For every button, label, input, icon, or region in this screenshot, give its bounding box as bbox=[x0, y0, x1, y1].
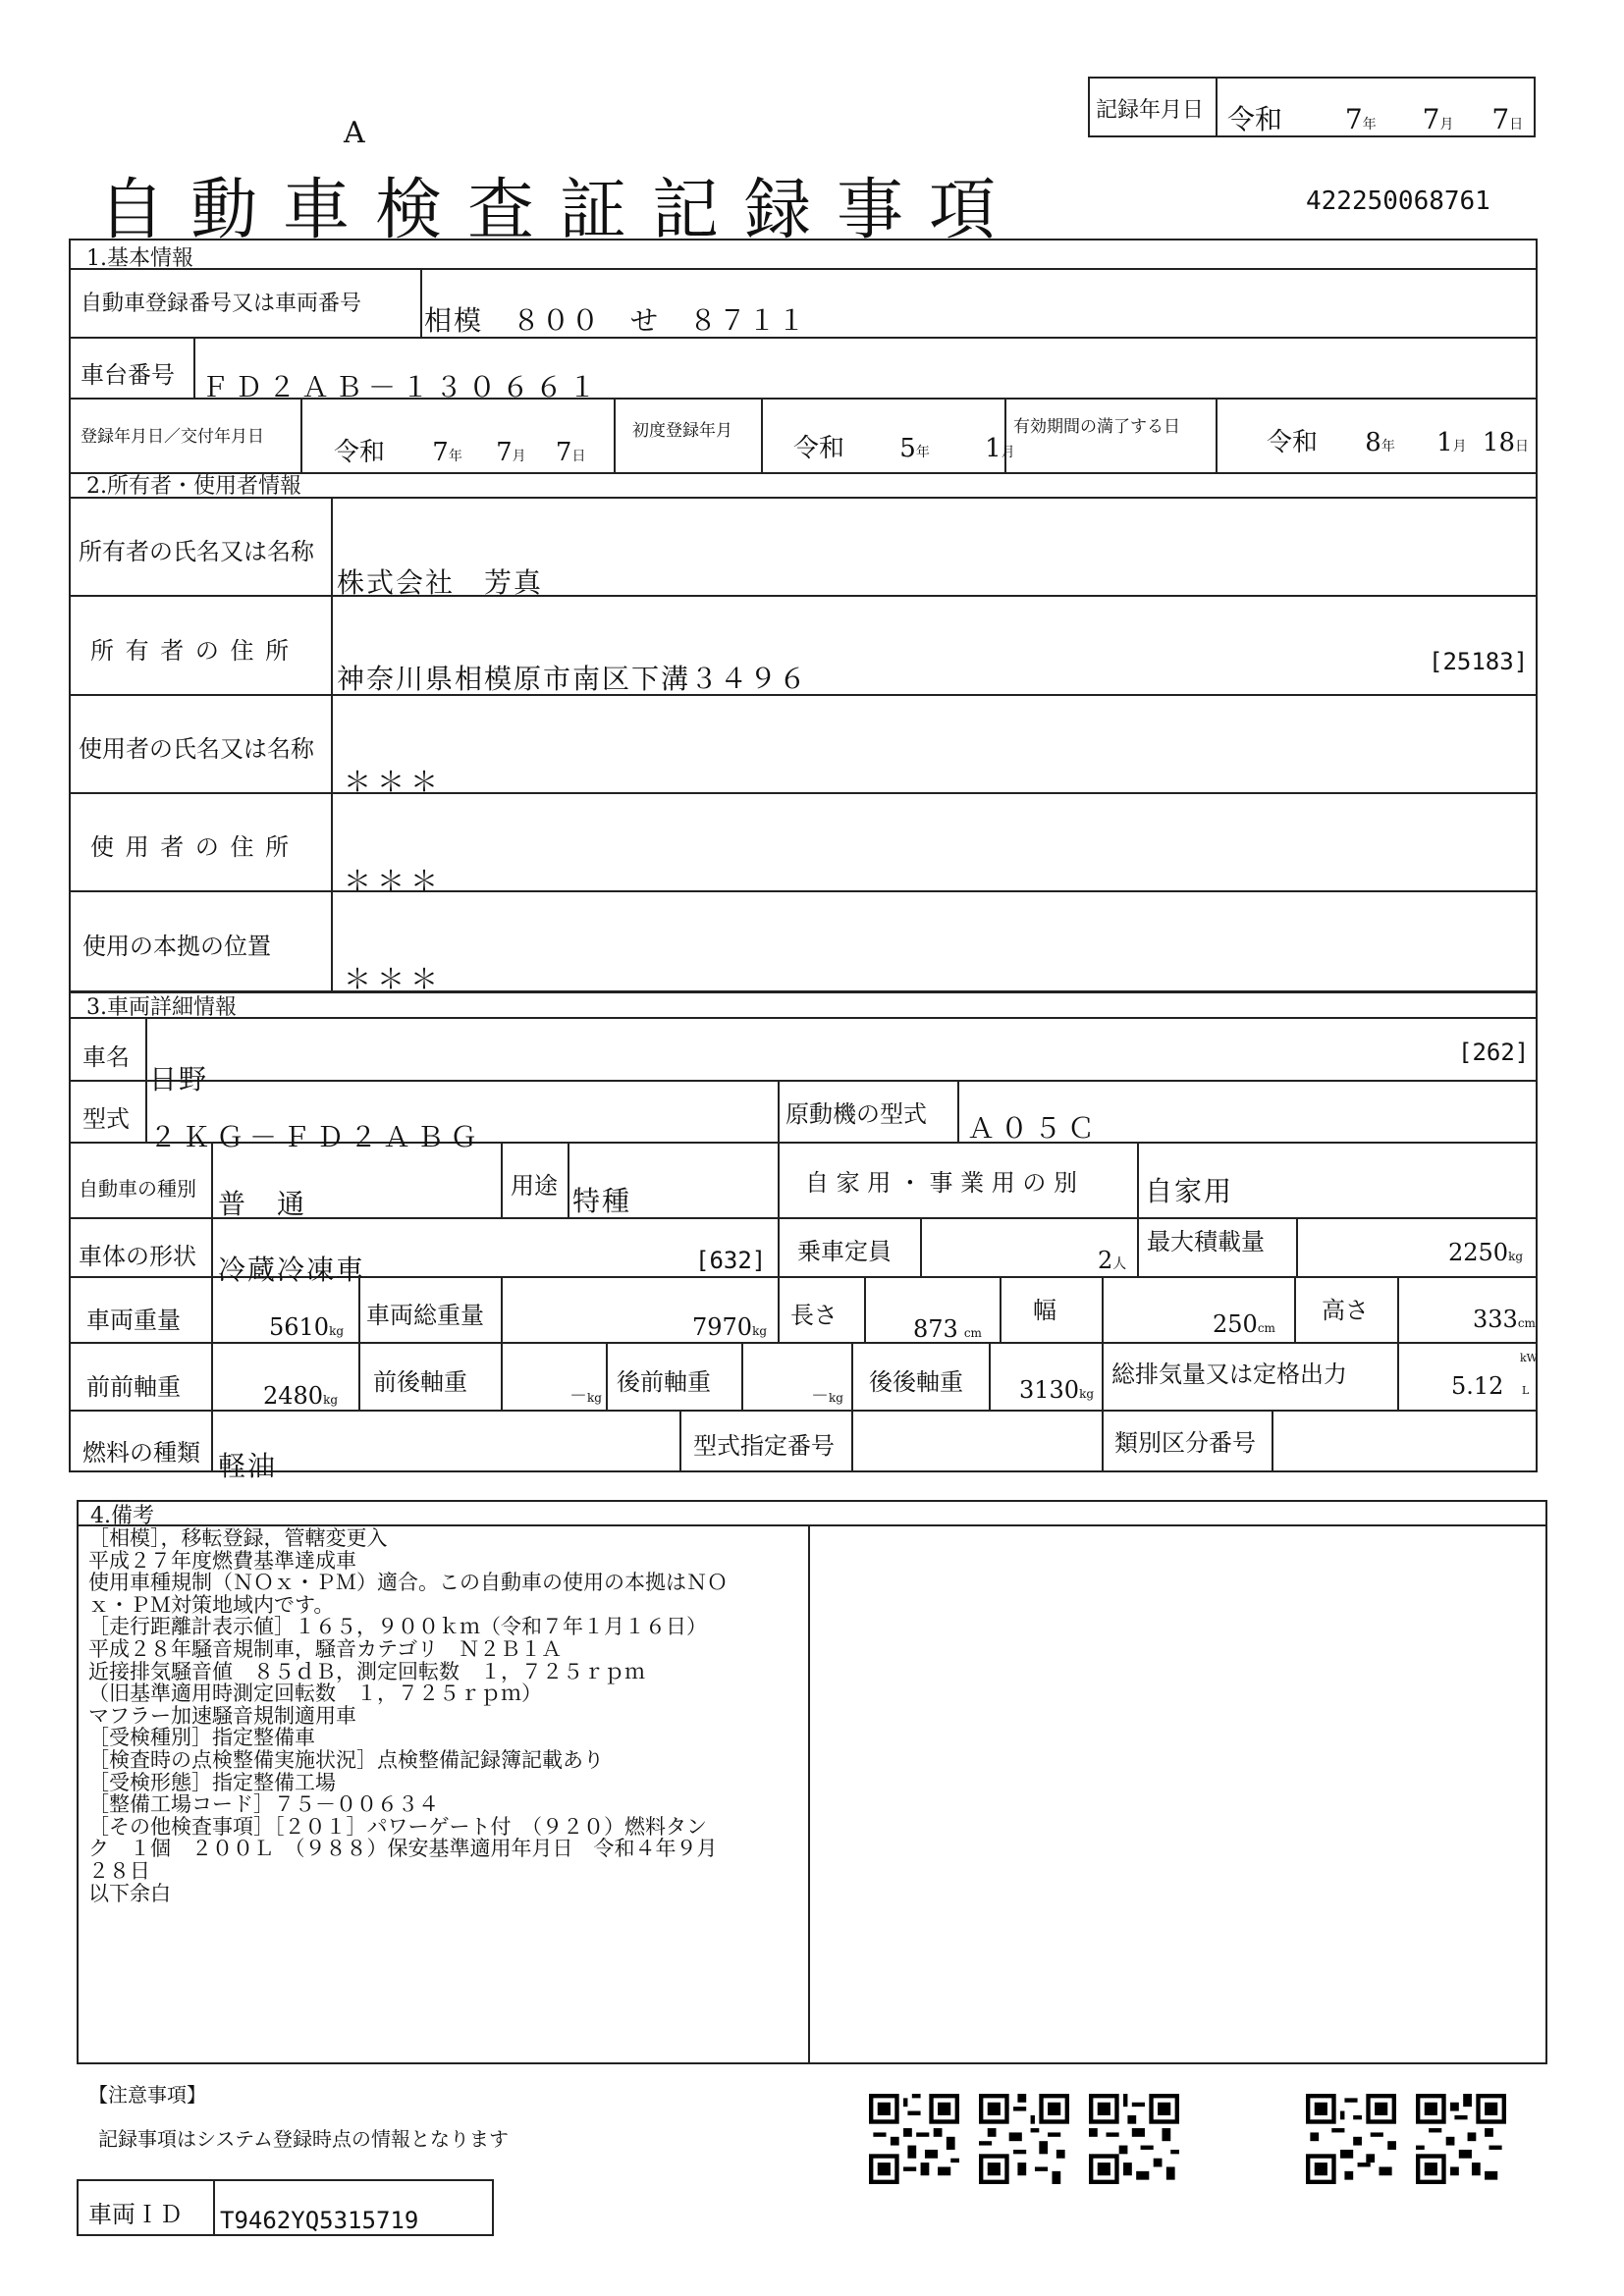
front-front-axle-value: 2480kg bbox=[263, 1382, 339, 1410]
user-address-value: ＊＊＊ bbox=[344, 865, 445, 897]
capacity-label: 乗車定員 bbox=[797, 1238, 892, 1265]
vehicle-weight-value: 5610kg bbox=[269, 1313, 345, 1341]
expiry-value: 令和 8年 1月 18日 bbox=[1267, 428, 1529, 457]
record-date-value: 令和 7年 7月 7日 bbox=[1227, 103, 1524, 135]
front-rear-axle-value: －kg bbox=[569, 1386, 602, 1407]
engine-value: Ａ０５Ｃ bbox=[967, 1112, 1102, 1145]
record-date-label: 記録年月日 bbox=[1096, 98, 1205, 123]
section4-heading: 4.備考 bbox=[90, 1504, 154, 1528]
reg-date-label: 登録年月日／交付年月日 bbox=[81, 427, 264, 447]
displacement-unit-l: L bbox=[1522, 1384, 1530, 1397]
rear-rear-axle-value: 3130kg bbox=[1019, 1376, 1095, 1404]
displacement-unit-kw: kW bbox=[1520, 1352, 1538, 1364]
qr-code-icon bbox=[1089, 2094, 1179, 2184]
user-name-value: ＊＊＊ bbox=[344, 766, 445, 798]
engine-label: 原動機の型式 bbox=[785, 1100, 927, 1128]
vehicle-type-label: 自動車の種別 bbox=[79, 1177, 196, 1201]
fuel-value: 軽油 bbox=[218, 1450, 278, 1482]
model-label: 型式 bbox=[82, 1105, 130, 1133]
capacity-value: 2人 bbox=[1098, 1247, 1127, 1274]
front-front-axle-label: 前前軸重 bbox=[86, 1373, 181, 1401]
chassis-number-value: ＦＤ２ＡＢ－１３０６６１ bbox=[201, 371, 603, 403]
chassis-number-label: 車台番号 bbox=[81, 361, 175, 389]
rear-front-axle-value: －kg bbox=[811, 1386, 843, 1407]
owner-name-label: 所有者の氏名又は名称 bbox=[79, 538, 314, 565]
reg-date-value: 令和 7年 7月 7日 bbox=[334, 438, 586, 467]
owner-address-value: 神奈川県相模原市南区下溝３４９６ bbox=[337, 663, 809, 695]
user-name-label: 使用者の氏名又は名称 bbox=[79, 735, 314, 763]
owner-address-code: [25183] bbox=[1429, 648, 1529, 675]
front-rear-axle-label: 前後軸重 bbox=[373, 1368, 467, 1396]
displacement-value: 5.12 bbox=[1451, 1372, 1504, 1400]
first-reg-label: 初度登録年月 bbox=[632, 421, 732, 441]
vehicle-name-value: 日野 bbox=[149, 1063, 209, 1095]
remarks-text: ［相模］，移転登録，管轄変更入 平成２７年度燃費基準達成車 使用車種規制（ＮＯｘ・ＰＭ）適合。この自動車の使用の本拠はＮＯ ｘ・ＰＭ対策地域内です。 ［走行距離計表示値］１６５，９００ｋｍ（令和７年１月１６日） 平成２８年騒音規制車，騒音カテゴリ Ｎ２Ｂ１Ａ 近接排気騒音値 ８５ｄＢ，測定回転数 １，７２５ｒｐｍ （旧基準適用時測定回転数 １，７２５ｒｐｍ） マフラー加速騒音規制適用車 ［受検種別］指定整備車 ［検査時の点検整備実施状況］点検整備記録簿記載あり ［受検形態］指定整備工場 ［整備工場コード］７５－００６３４ ［その他検査事項］［２０１］パワーゲート付 （９２０）燃料タン ク １個 ２００Ｌ （９８８）保安基準適用年月日 令和４年９月 ２８日 以下余白 bbox=[88, 1526, 728, 1905]
model-value: ２ＫＧ－ＦＤ２ＡＢＧ bbox=[149, 1121, 484, 1153]
width-value: 250cm bbox=[1213, 1310, 1275, 1338]
user-address-label: 使 用 者 の 住 所 bbox=[90, 833, 292, 861]
vehicle-name-label: 車名 bbox=[82, 1043, 130, 1071]
rear-front-axle-label: 後前軸重 bbox=[617, 1368, 711, 1396]
vehicle-id-value: T9462YQ5315719 bbox=[220, 2207, 419, 2234]
use-value: 特種 bbox=[572, 1185, 632, 1217]
qr-code-icon bbox=[1306, 2094, 1396, 2184]
qr-code-icon bbox=[869, 2094, 959, 2184]
body-shape-value: 冷蔵冷凍車 bbox=[218, 1254, 366, 1286]
owner-name-value: 株式会社 芳真 bbox=[337, 566, 544, 599]
section1-heading: 1.基本情報 bbox=[86, 246, 193, 271]
qr-code-icon bbox=[1416, 2094, 1506, 2184]
expiry-label: 有効期間の満了する日 bbox=[1013, 417, 1180, 437]
reg-number-value: 相模 ８００ せ ８７１１ bbox=[424, 304, 808, 337]
base-location-label: 使用の本拠の位置 bbox=[82, 933, 271, 960]
class-number-label: 類別区分番号 bbox=[1114, 1429, 1256, 1457]
displacement-label: 総排気量又は定格出力 bbox=[1111, 1361, 1347, 1388]
width-label: 幅 bbox=[1033, 1297, 1056, 1324]
vehicle-type-value: 普 通 bbox=[218, 1188, 307, 1220]
height-label: 高さ bbox=[1322, 1297, 1369, 1324]
first-reg-value: 令和 5年 1月 bbox=[793, 434, 1015, 463]
rear-rear-axle-label: 後後軸重 bbox=[869, 1368, 963, 1396]
section3-heading: 3.車両詳細情報 bbox=[86, 995, 237, 1020]
section2-heading: 2.所有者・使用者情報 bbox=[86, 474, 301, 499]
page-title: 自動車検査証記録事項 bbox=[98, 172, 1022, 249]
body-shape-code: [632] bbox=[695, 1247, 767, 1274]
vehicle-id-label: 車両ＩＤ bbox=[88, 2201, 183, 2228]
vehicle-name-code: [262] bbox=[1458, 1039, 1530, 1066]
owner-address-label: 所 有 者 の 住 所 bbox=[90, 637, 292, 665]
body-shape-label: 車体の形状 bbox=[79, 1243, 196, 1270]
doc-number: 422250068761 bbox=[1306, 187, 1490, 216]
private-business-label: 自 家 用 ・ 事 業 用 の 別 bbox=[805, 1169, 1078, 1197]
fuel-label: 燃料の種類 bbox=[82, 1439, 200, 1467]
max-load-value: 2250kg bbox=[1448, 1239, 1524, 1266]
length-label: 長さ bbox=[790, 1302, 838, 1329]
base-location-value: ＊＊＊ bbox=[344, 963, 445, 995]
height-value: 333cm bbox=[1473, 1306, 1536, 1333]
type-designation-label: 型式指定番号 bbox=[693, 1432, 835, 1460]
max-load-label: 最大積載量 bbox=[1147, 1228, 1265, 1255]
gross-weight-label: 車両総重量 bbox=[366, 1302, 484, 1329]
notes-heading: 【注意事項】 bbox=[88, 2083, 206, 2107]
notes-text: 記録事項はシステム登録時点の情報となります bbox=[98, 2127, 509, 2151]
qr-code-icon bbox=[979, 2094, 1069, 2184]
reg-number-label: 自動車登録番号又は車両番号 bbox=[81, 292, 362, 316]
gross-weight-value: 7970kg bbox=[692, 1313, 768, 1341]
use-label: 用途 bbox=[511, 1172, 558, 1200]
private-business-value: 自家用 bbox=[1145, 1175, 1234, 1207]
length-value: 873 cm bbox=[913, 1315, 982, 1343]
vehicle-weight-label: 車両重量 bbox=[86, 1307, 181, 1334]
corner-letter: A bbox=[344, 116, 365, 150]
